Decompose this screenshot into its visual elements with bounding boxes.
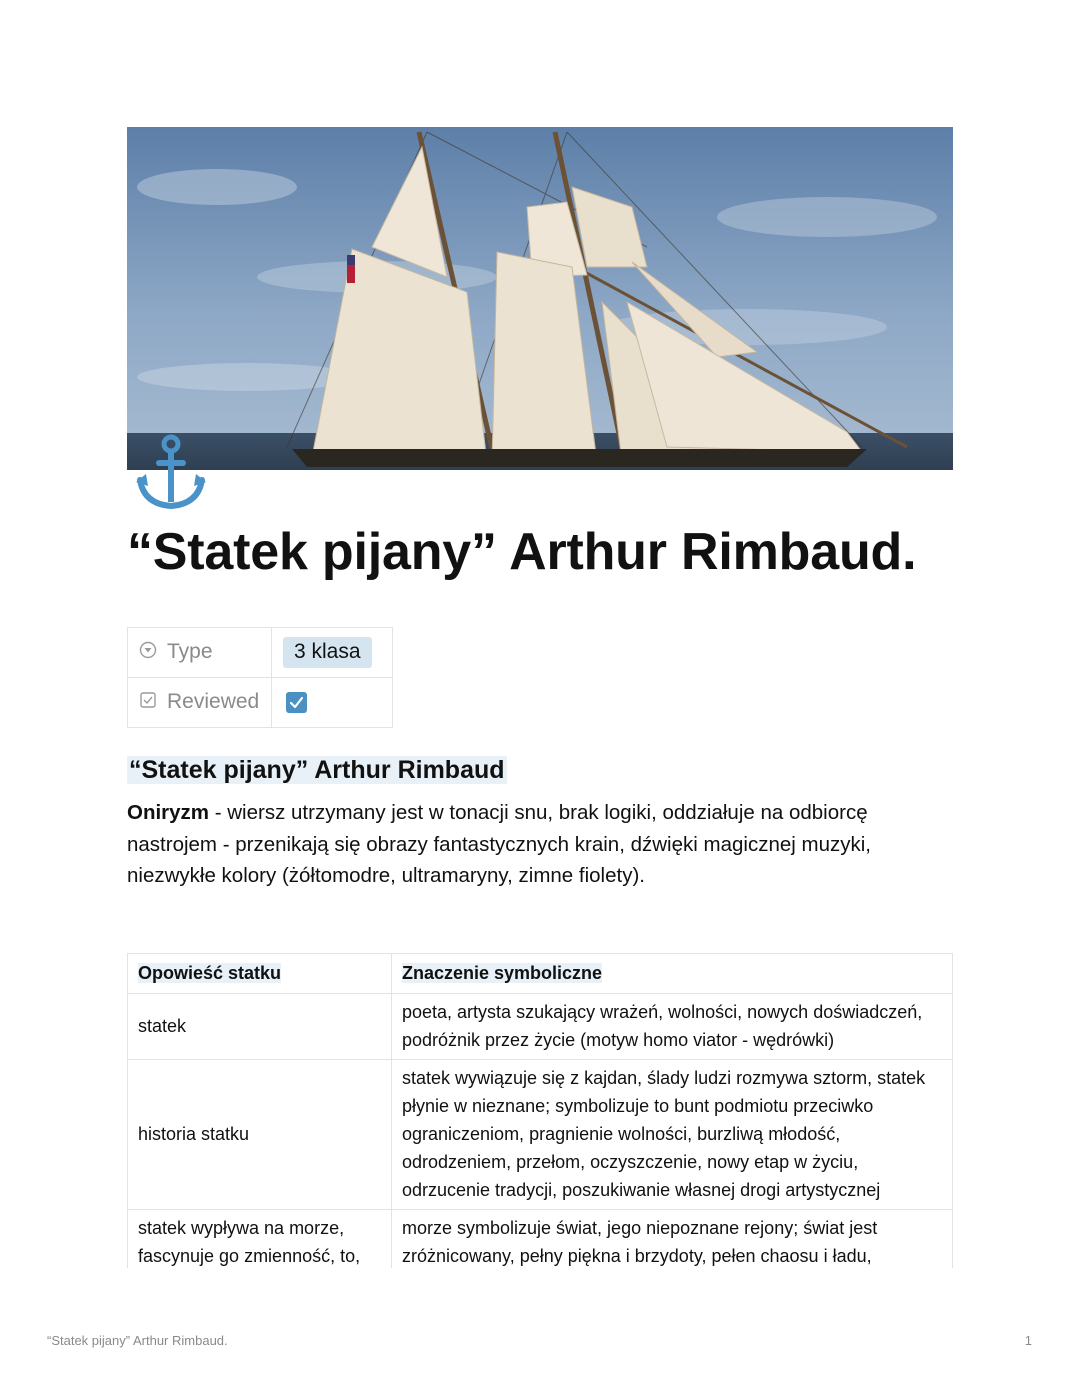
property-value-type[interactable] — [272, 628, 393, 678]
property-label: Reviewed — [167, 690, 260, 714]
paragraph-bold-term: Oniryzm — [127, 801, 210, 824]
property-key-reviewed[interactable] — [128, 678, 272, 728]
body-paragraph — [127, 797, 927, 892]
property-key-type[interactable] — [128, 628, 272, 678]
table-row — [128, 1060, 953, 1210]
table-cell: statek — [128, 994, 392, 1060]
footer-doc-title: “Statek pijany” Arthur Rimbaud. — [47, 1333, 228, 1348]
footer-page-number: 1 — [1024, 1333, 1032, 1348]
section-heading-text: “Statek pijany” Arthur Rimbaud — [129, 756, 505, 784]
table-header-cell: Znaczenie symboliczne — [392, 954, 953, 994]
table-row — [128, 1210, 953, 1269]
table-cell: poeta, artysta szukający wrażeń, wolności, nowych doświadczeń, podróżnik przez życie (motyw homo viator - wędrówki) — [392, 994, 953, 1060]
table-cell: morze symbolizuje świat, jego niepoznane rejony; świat jest zróżnicowany, pełny piękna i brzydoty, pełen chaosu i ładu, — [392, 1210, 953, 1269]
reviewed-checkbox[interactable] — [286, 692, 307, 713]
page-title: “Statek pijany” Arthur Rimbaud. — [127, 523, 917, 581]
section-heading — [127, 756, 507, 785]
table-row — [128, 994, 953, 1060]
select-property-icon — [139, 641, 157, 665]
property-row-reviewed — [128, 678, 393, 728]
type-tag: 3 klasa — [283, 637, 372, 668]
property-value-reviewed — [272, 678, 393, 728]
table-header-cell: Opowieść statku — [128, 954, 392, 994]
checkbox-property-icon — [139, 691, 157, 715]
content-table — [127, 953, 953, 1268]
property-row-type — [128, 628, 393, 678]
paragraph-text: - wiersz utrzymany jest w tonacji snu, brak logiki, oddziałuje na odbiorcę nastrojem - przenikają się obrazy fantastycznych krain, dźwięki magicznej muzyki, niezwykłe kolory (żółtomodre, ultramaryny, zimne fiolety). — [127, 801, 871, 887]
table-cell: historia statku — [128, 1060, 392, 1210]
anchor-icon[interactable] — [134, 434, 208, 512]
table-cell: statek wypływa na morze, fascynuje go zmienność, to, — [128, 1210, 392, 1269]
table-header-row — [128, 954, 953, 994]
table-cell: statek wywiązuje się z kajdan, ślady ludzi rozmywa sztorm, statek płynie w nieznane; symbolizuje to bunt podmiotu przeciwko ograniczeniom, pragnienie wolności, burzliwą młodość, odrodzeniem, przełom, oczyszczenie, nowy etap w życiu, odrzucenie tradycji, poszukiwanie własnej drogi artystycznej — [392, 1060, 953, 1210]
cover-image — [127, 127, 953, 470]
properties-table — [127, 627, 393, 728]
content-table-container — [127, 953, 954, 1268]
property-label: Type — [167, 640, 213, 664]
